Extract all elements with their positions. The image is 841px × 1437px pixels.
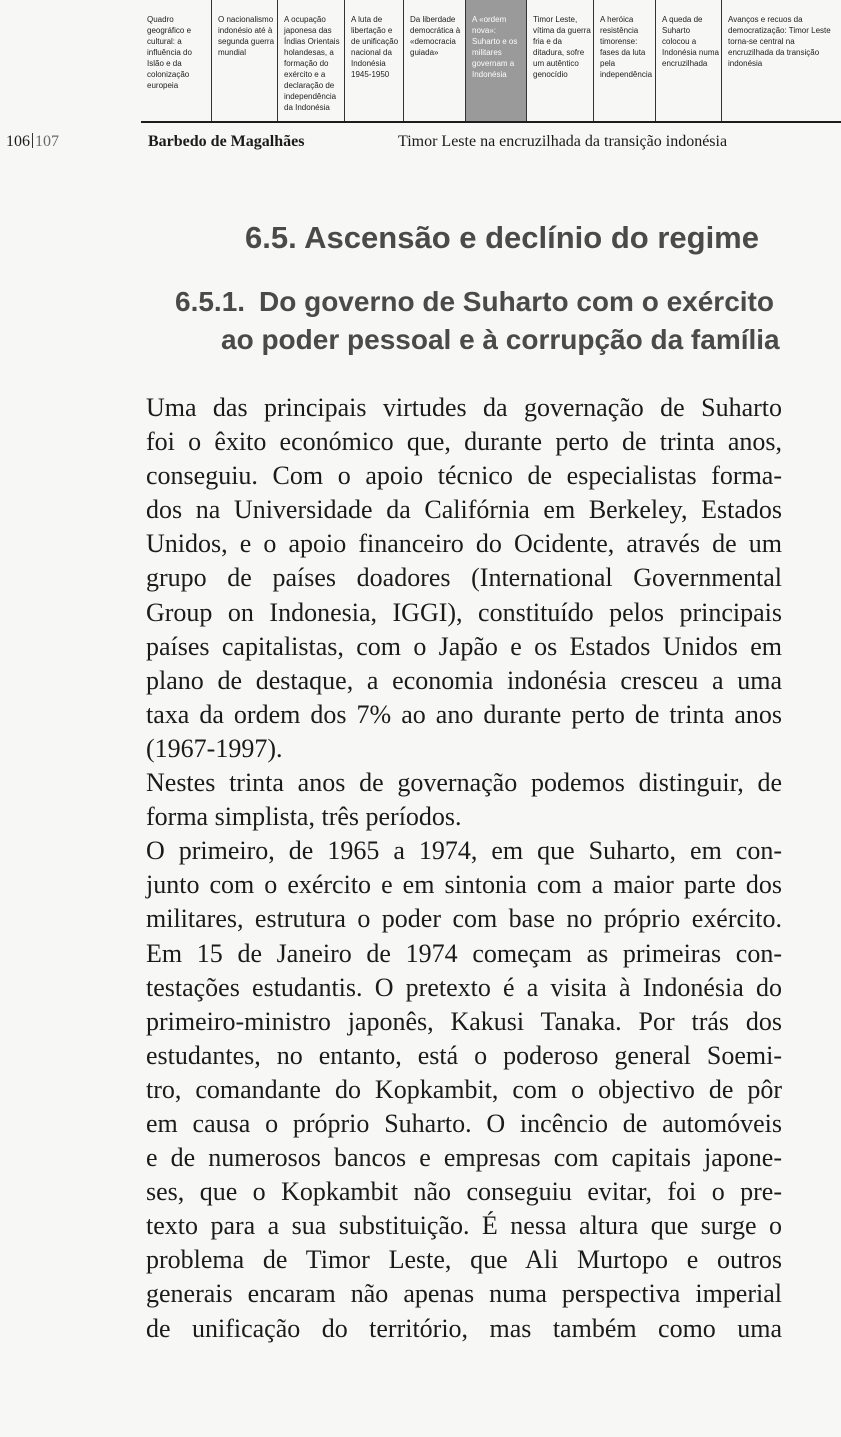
subsection-title-line: Do governo de Suharto com o exército xyxy=(259,286,774,317)
body-text-line: estudantes, no entanto, está o poderoso general Soemi- xyxy=(146,1040,782,1070)
body-text-line: O primeiro, de 1965 a 1974, em que Suharto, em con- xyxy=(146,836,782,866)
chapter-nav-cell: A heróica resistência timorense: fases da luta pela independência xyxy=(593,0,655,121)
body-text-line: junto com o exército e em sintonia com a maior parte dos xyxy=(146,870,782,900)
body-text-line: texto para a sua substituição. É nessa altura que surge o xyxy=(146,1211,782,1241)
body-text-line: foi o êxito económico que, durante perto de trinta anos, xyxy=(146,427,782,457)
body-text-line: taxa da ordem dos 7% ao ano durante perto de trinta anos xyxy=(146,699,782,729)
body-text-line: Unidos, e o apoio financeiro do Ocidente, através de um xyxy=(146,529,782,559)
body-text-line: tro, comandante do Kopkambit, com o objectivo de pôr xyxy=(146,1074,782,1104)
body-text-line: dos na Universidade da Califórnia em Berkeley, Estados xyxy=(146,495,782,525)
chapter-nav-cell: A queda de Suharto colocou a Indonésia numa encruzilhada xyxy=(655,0,721,121)
chapter-navigation-strip xyxy=(141,0,841,123)
page-number xyxy=(6,133,59,151)
body-text-line: generais encaram não apenas numa perspectiva imperial xyxy=(146,1279,782,1309)
chapter-nav-cell: A luta de libertação e de unificação nacional da Indonésia 1945-1950 xyxy=(344,0,403,121)
body-text-line: Em 15 de Janeiro de 1974 começam as primeiras con- xyxy=(146,938,782,968)
body-text-line: testações estudantis. O pretexto é a visita à Indonésia do xyxy=(146,972,782,1002)
section-heading: 6.5. Ascensão e declínio do regime xyxy=(245,220,759,255)
page-number-next: 107 xyxy=(35,133,59,150)
page-number-current: 106 xyxy=(6,133,30,150)
chapter-nav-cell: O nacionalismo indonésio até à segunda guerra mundial xyxy=(211,0,277,121)
body-text-line: Uma das principais virtudes da governação de Suharto xyxy=(146,393,782,422)
body-text-line: primeiro-ministro japonês, Kakusi Tanaka. Por trás dos xyxy=(146,1006,782,1036)
body-text-line: de unificação do território, mas também como uma xyxy=(146,1313,782,1343)
chapter-nav-cell: A ocupação japonesa das Índias Orientais holandesas, a formação do exército e a declaração de independência da Indonésia xyxy=(277,0,344,121)
chapter-nav-cell: A «ordem nova»: Suharto e os militares governam a Indonésia xyxy=(465,0,526,121)
body-text-line: em causa o próprio Suharto. O incêncio de automóveis xyxy=(146,1108,782,1138)
running-header-author: Barbedo de Magalhães xyxy=(148,133,305,150)
body-text-line: plano de destaque, a economia indonésia cresceu a uma xyxy=(146,665,782,695)
chapter-nav-cell: Timor Leste, vítima da guerra fria e da ditadura, sofre um autêntico genocídio xyxy=(526,0,593,121)
subsection-title-line: ao poder pessoal e à corrupção da família xyxy=(221,324,780,355)
subsection-number: 6.5.1. xyxy=(175,286,246,317)
page-number-divider xyxy=(32,133,33,148)
body-text-line: ses, que o Kopkambit não conseguiu evitar, foi o pre- xyxy=(146,1177,782,1207)
chapter-nav-cell: Avanços e recuos da democratização: Timor Leste torna-se central na encruzilhada da transição indonésia xyxy=(721,0,841,121)
body-text-line: Group on Indonesia, IGGI), constituído pelos principais xyxy=(146,597,782,627)
running-header-book-title: Timor Leste na encruzilhada da transição indonésia xyxy=(398,133,728,150)
body-text-line: países capitalistas, com o Japão e os Estados Unidos em xyxy=(146,631,782,661)
body-text xyxy=(146,391,782,1346)
chapter-nav-cell: Quadro geográfico e cultural: a influência do Islão e da colonização europeia xyxy=(147,15,192,90)
body-text-line: Nestes trinta anos de governação podemos distinguir, de xyxy=(146,768,782,798)
body-text-line: problema de Timor Leste, que Ali Murtopo e outros xyxy=(146,1245,782,1275)
body-text-line: (1967-1997). xyxy=(146,733,283,763)
body-text-line: e de numerosos bancos e empresas com capitais japone- xyxy=(146,1143,782,1173)
chapter-nav-cell: Da liberdade democrática à «democracia guiada» xyxy=(403,0,465,121)
body-text-line: forma simplista, três períodos. xyxy=(146,802,462,832)
body-text-line: conseguiu. Com o apoio técnico de especialistas forma- xyxy=(146,461,782,491)
body-text-line: militares, estrutura o poder com base no próprio exército. xyxy=(146,904,782,934)
body-text-line: grupo de países doadores (International Governmental xyxy=(146,563,782,593)
